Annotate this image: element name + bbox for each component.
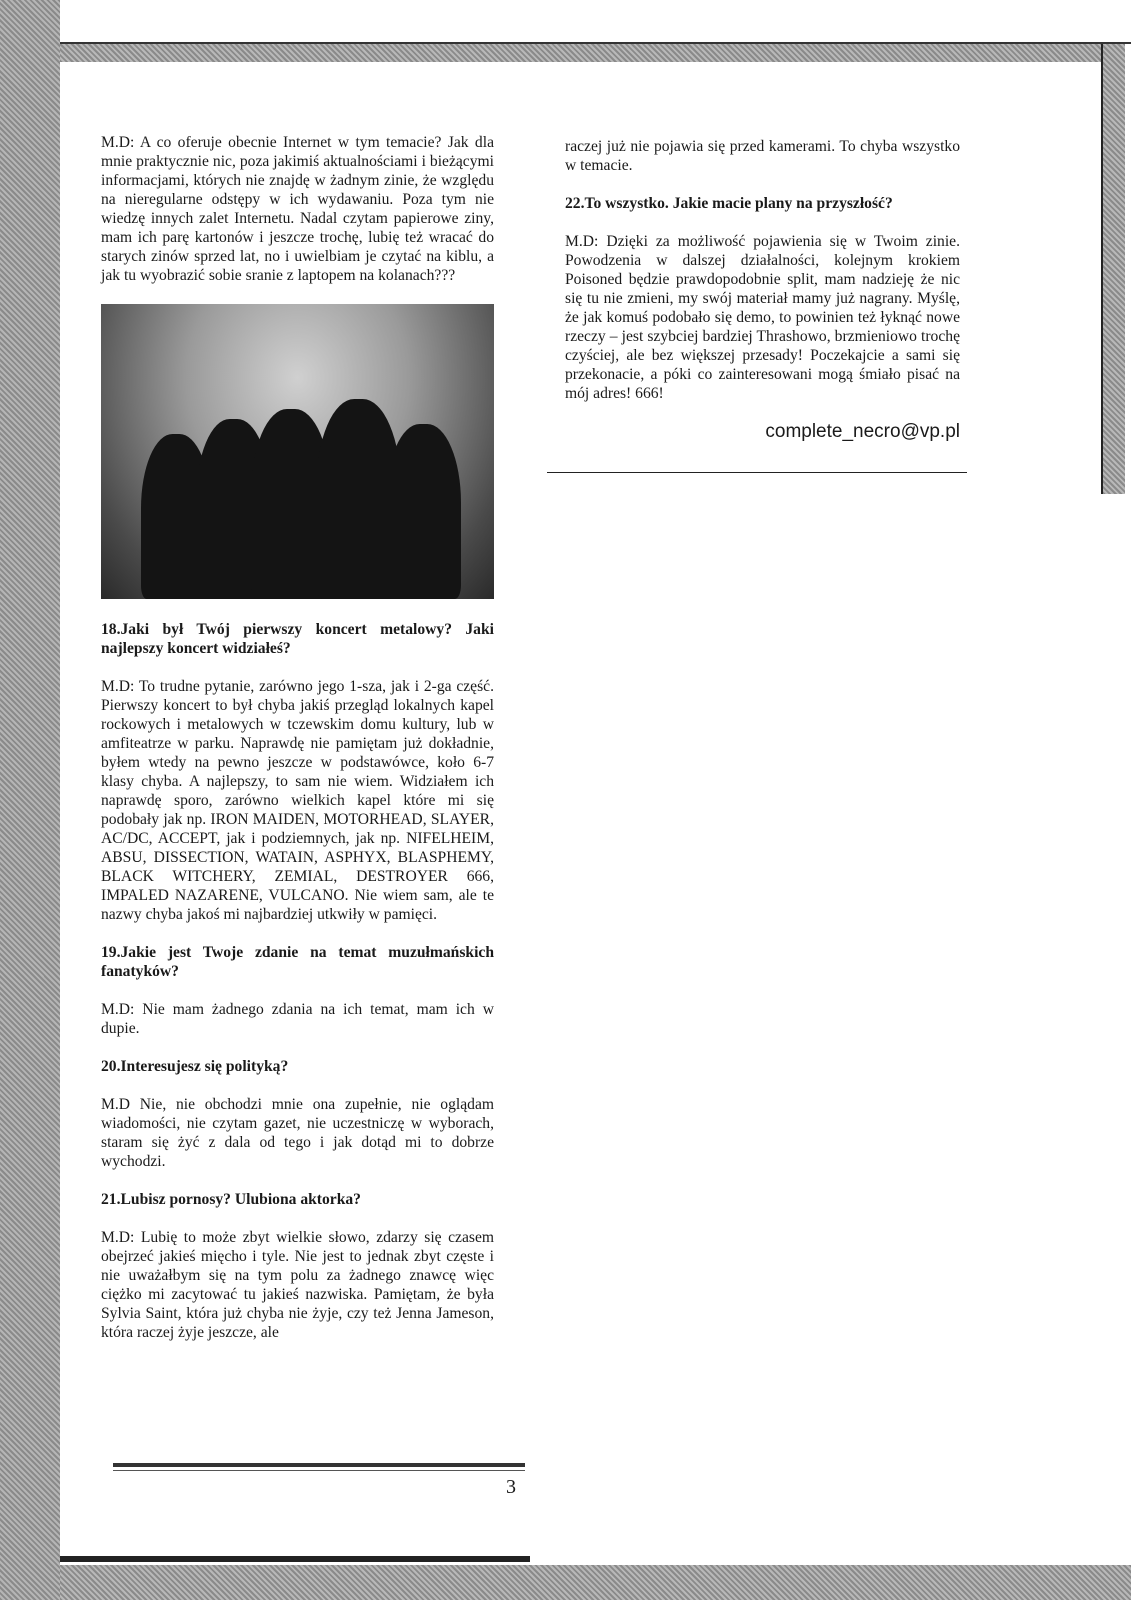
footer-rule (113, 1463, 525, 1467)
scan-border-bottom (60, 1565, 1131, 1600)
bottom-rule (60, 1556, 530, 1562)
answer-20: M.D Nie, nie obchodzi mnie ona zupełnie, nie oglądam wiadomości, nie czytam gazet, nie uczestniczę w wyborach, staram się żyć z dala od tego i jak dotąd mi to dobrze wychodzi. (101, 1096, 494, 1170)
footer-rule-thin (113, 1470, 525, 1471)
right-column (565, 137, 960, 447)
question-20: 20.Interesujesz się polityką? (101, 1058, 289, 1075)
answer-19: M.D: Nie mam żadnego zdania na ich temat, mam ich w dupie. (101, 1001, 494, 1037)
answer-17-continued: M.D: A co oferuje obecnie Internet w tym temacie? Jak dla mnie praktycznie nic, poza jakimiś aktualnościami i bieżącymi informacjami, których nie znajdę w żadnym zinie, że względu na nieregularne odstępy w ich wydawaniu. Poza tym nie wiedzę innych zalet Internetu. Nadal czytam papierowe ziny, mam ich parę kartonów i jeszcze trochę, lubię też wracać do starych zinów sprzed lat, no i uwielbiam je czytać na kiblu, a jak tu wyobrazić sobie sranie z laptopem na kolanach??? (101, 134, 494, 284)
left-column (101, 133, 494, 1361)
scan-border-left (0, 0, 60, 1600)
question-18: 18.Jaki był Twój pierwszy koncert metalowy? Jaki najlepszy koncert widziałeś? (101, 621, 494, 657)
question-21: 21.Lubisz pornosy? Ulubiona aktorka? (101, 1191, 361, 1208)
email-underline (547, 472, 967, 473)
page-number: 3 (506, 1476, 516, 1498)
question-22: 22.To wszystko. Jakie macie plany na przyszłość? (565, 195, 893, 212)
answer-22: M.D: Dzięki za możliwość pojawienia się w Twoim zinie. Powodzenia w dalszej działalności, kolejnym krokiem Poisoned będzie prawdopodobnie split, mam nadzieję że nic się tu nie zmieni, my swój materiał mamy już nagrany. Myślę, że jak komuś podobało się demo, to powinien też łyknąć nowe rzeczy – jest szybciej bardziej Thrashowo, brzmieniowo trochę czyściej, ale bez większej przesady! Poczekajcie a sami się przekonacie, a póki co zainteresowani mogą śmiało pisać na mój adres! 666! (565, 233, 960, 402)
answer-21-continued: raczej już nie pojawia się przed kamerami. To chyba wszystko w temacie. (565, 138, 960, 174)
contact-email: complete_necro@vp.pl (765, 421, 960, 442)
scan-border-right (1101, 44, 1125, 494)
question-19: 19.Jakie jest Twoje zdanie na temat muzułmańskich fanatyków? (101, 944, 494, 980)
band-photo (101, 304, 494, 599)
answer-18: M.D: To trudne pytanie, zarówno jego 1-sza, jak i 2-ga część. Pierwszy koncert to był chyba jakiś przegląd lokalnych kapel rockowych i metalowych w tczewskim domu kultury, lub w amfiteatrze w parku. Naprawdę nie pamiętam już dokładnie, byłem wtedy na pewno jeszcze w podstawówce, koło 6-7 klasy chyba. A najlepszy, to sam nie wiem. Widziałem ich naprawdę sporo, zarówno wielkich kapel które mi się podobały jak np. IRON MAIDEN, MOTORHEAD, SLAYER, AC/DC, ACCEPT, jak i podziemnych, jak np. NIFELHEIM, ABSU, DISSECTION, WATAIN, ASPHYX, BLASPHEMY, BLACK WITCHERY, ZEMIAL, DESTROYER 666, IMPALED NAZARENE, VULCANO. Nie wiem sam, ale te nazwy chyba jakoś mi najbardziej utkwiły w pamięci. (101, 678, 494, 923)
scan-header-strip (60, 0, 1131, 44)
scan-border-top (60, 44, 1120, 62)
answer-21: M.D: Lubię to może zbyt wielkie słowo, zdarzy się czasem obejrzeć jakieś mięcho i tyle. Nie jest to jednak zbyt częste i nie uważałbym się na tym polu za żadnego znawcę więc ciężko mi zacytować tu jakieś nazwiska. Pamiętam, że była Sylvia Saint, która już chyba nie żyje, czy też Jenna Jameson, która raczej żyje jeszcze, ale (101, 1229, 494, 1341)
